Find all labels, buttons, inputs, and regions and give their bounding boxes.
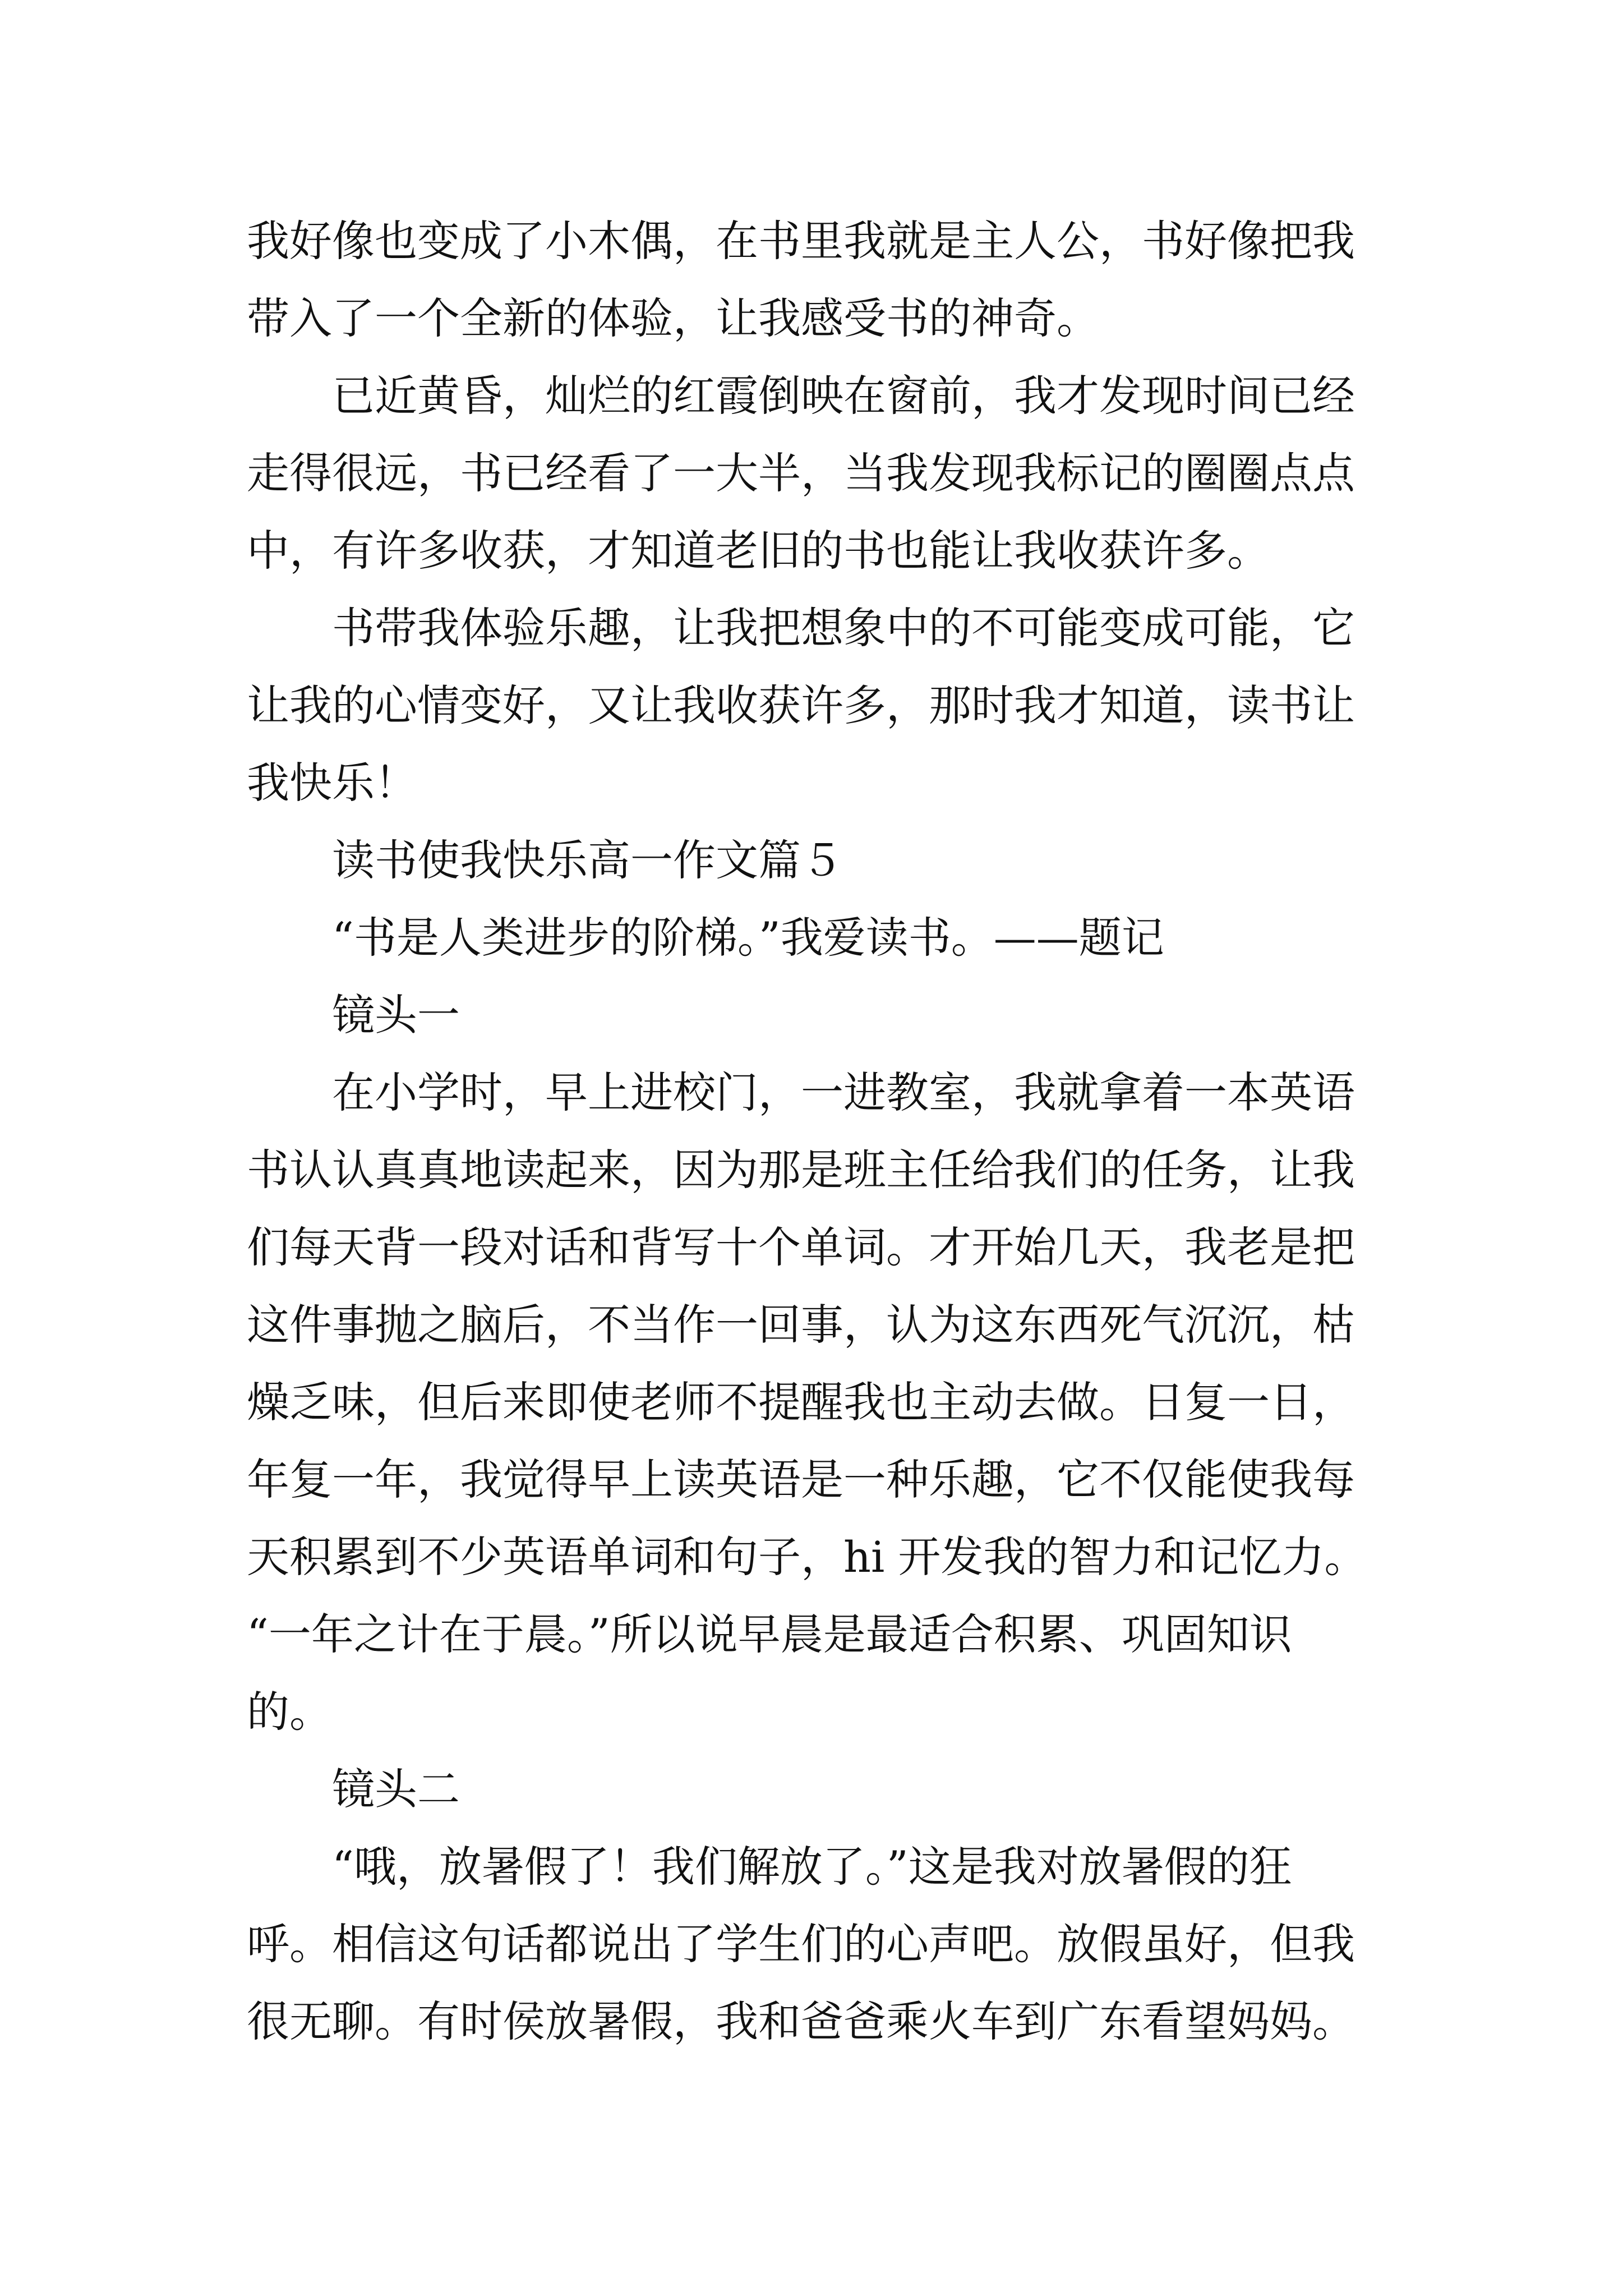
text-line: 书带我体验乐趣，让我把想象中的不可能变成可能，它 [332,603,1355,653]
text-line: “一年之计在于晨。”所以说早晨是最适合积累、巩固知识 [247,1609,1292,1659]
text-line: 的。 [247,1687,332,1737]
section-title: 读书使我快乐高一作文篇５ [332,835,843,885]
text-line: 中，有许多收获，才知道老旧的书也能让我收获许多。 [247,526,1270,576]
text-line: “哦，放暑假了！我们解放了。”这是我对放暑假的狂 [332,1842,1292,1892]
text-line: 们每天背一段对话和背写十个单词。才开始几天，我老是把 [247,1222,1355,1272]
text-line: 年复一年，我觉得早上读英语是一种乐趣，它不仅能使我每 [247,1455,1355,1504]
text-line: 我好像也变成了小木偶，在书里我就是主人公，书好像把我 [247,216,1355,266]
text-line: 燥乏味，但后来即使老师不提醒我也主动去做。日复一日， [247,1377,1355,1427]
text-line: 已近黄昏，灿烂的红霞倒映在窗前，我才发现时间已经 [332,371,1355,421]
text-line: 带入了一个全新的体验，让我感受书的神奇。 [247,293,1099,343]
text-line: 让我的心情变好，又让我收获许多，那时我才知道，读书让 [247,680,1355,730]
text-line: 我快乐！ [247,758,417,808]
subheading: 镜头二 [332,1764,460,1814]
text-line: 走得很远，书已经看了一大半，当我发现我标记的圈圈点点 [247,448,1355,498]
subheading: 镜头一 [332,990,460,1040]
text-line: 很无聊。有时侯放暑假，我和爸爸乘火车到广东看望妈妈。 [247,1996,1355,2046]
text-line: 在小学时，早上进校门，一进教室，我就拿着一本英语 [332,1068,1355,1117]
text-line: 书认认真真地读起来，因为那是班主任给我们的任务，让我 [247,1145,1355,1195]
text-line: 这件事抛之脑后，不当作一回事，认为这东西死气沉沉，枯 [247,1300,1355,1350]
text-line: 呼。相信这句话都说出了学生们的心声吧。放假虽好，但我 [247,1919,1355,1969]
text-line: 天积累到不少英语单词和句子，hi 开发我的智力和记忆力。 [247,1532,1367,1582]
epigraph: “书是人类进步的阶梯。”我爱读书。——题记 [332,913,1164,963]
